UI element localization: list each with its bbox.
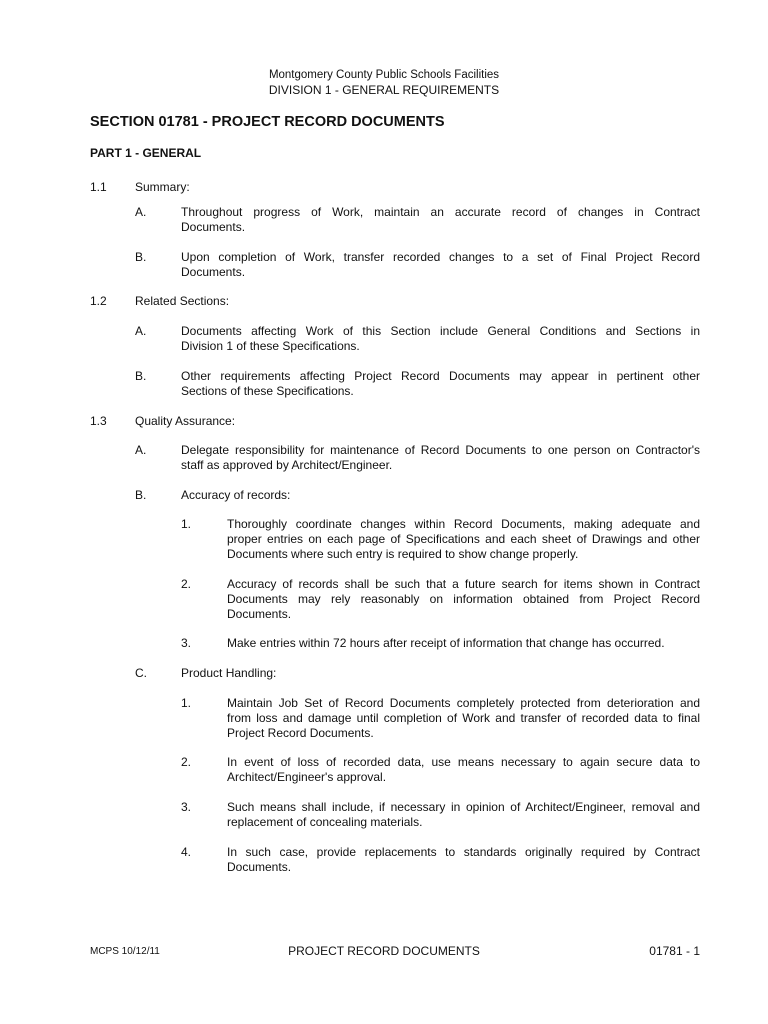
subparagraph-number: 1. xyxy=(181,517,192,531)
subparagraph-text: Accuracy of records shall be such that a future search for items shown in Contract Documents may rely reasonably on information obtained from Project Record Documents. xyxy=(227,577,700,621)
footer-page-number: 01781 - 1 xyxy=(649,944,700,958)
subparagraph-number: 4. xyxy=(181,845,192,859)
paragraph-text: Documents affecting Work of this Section include General Conditions and Sections in Division 1 of these Specifications. xyxy=(181,324,700,353)
subparagraph-number: 2. xyxy=(181,755,192,769)
part-title: PART 1 - GENERAL xyxy=(90,146,202,160)
paragraph-letter: A. xyxy=(135,205,147,219)
subparagraph-text: Thoroughly coordinate changes within Record Documents, making adequate and proper entries on each page of Specifications and each sheet of Drawings and other Documents where such entry is required to show change properly. xyxy=(227,517,700,561)
subparagraph-number: 3. xyxy=(181,800,192,814)
paragraph-text: Accuracy of records: xyxy=(181,488,291,502)
footer-date: MCPS 10/12/11 xyxy=(90,946,160,957)
paragraph-letter: A. xyxy=(135,324,147,338)
article-number: 1.1 xyxy=(90,180,107,194)
paragraph-letter: A. xyxy=(135,443,147,457)
footer-title: PROJECT RECORD DOCUMENTS xyxy=(288,944,480,958)
subparagraph-number: 1. xyxy=(181,696,192,710)
paragraph-letter: B. xyxy=(135,369,147,383)
paragraph-letter: B. xyxy=(135,250,147,264)
article-number: 1.3 xyxy=(90,414,107,428)
paragraph-text: Throughout progress of Work, maintain an accurate record of changes in Contract Documents. xyxy=(181,205,700,234)
section-title: SECTION 01781 - PROJECT RECORD DOCUMENTS xyxy=(90,114,445,130)
paragraph-text: Other requirements affecting Project Record Documents may appear in pertinent other Sections of these Specifications. xyxy=(181,369,700,398)
paragraph-letter: C. xyxy=(135,666,147,680)
paragraph-text: Upon completion of Work, transfer recorded changes to a set of Final Project Record Documents. xyxy=(181,250,700,279)
article-heading: Quality Assurance: xyxy=(135,414,236,428)
subparagraph-text: In such case, provide replacements to standards originally required by Contract Documents. xyxy=(227,845,700,874)
subparagraph-number: 2. xyxy=(181,577,192,591)
subparagraph-text: In event of loss of recorded data, use means necessary to again secure data to Architect/Engineer's approval. xyxy=(227,755,700,784)
article-number: 1.2 xyxy=(90,294,107,308)
header-org: Montgomery County Public Schools Facilities xyxy=(268,69,500,81)
subparagraph-text: Such means shall include, if necessary in opinion of Architect/Engineer, removal and replacement of concealing materials. xyxy=(227,800,700,829)
article-heading: Related Sections: xyxy=(135,294,230,308)
paragraph-text: Delegate responsibility for maintenance of Record Documents to one person on Contractor's staff as approved by Architect/Engineer. xyxy=(181,443,700,472)
paragraph-text: Product Handling: xyxy=(181,666,277,680)
subparagraph-text: Maintain Job Set of Record Documents completely protected from deterioration and from loss and damage until completion of Work and transfer of recorded data to final Project Record Documents. xyxy=(227,696,700,740)
subparagraph-text: Make entries within 72 hours after receipt of information that change has occurred. xyxy=(227,636,665,650)
article-heading: Summary: xyxy=(135,180,190,194)
header-division: DIVISION 1 - GENERAL REQUIREMENTS xyxy=(268,83,500,97)
paragraph-letter: B. xyxy=(135,488,147,502)
subparagraph-number: 3. xyxy=(181,636,192,650)
